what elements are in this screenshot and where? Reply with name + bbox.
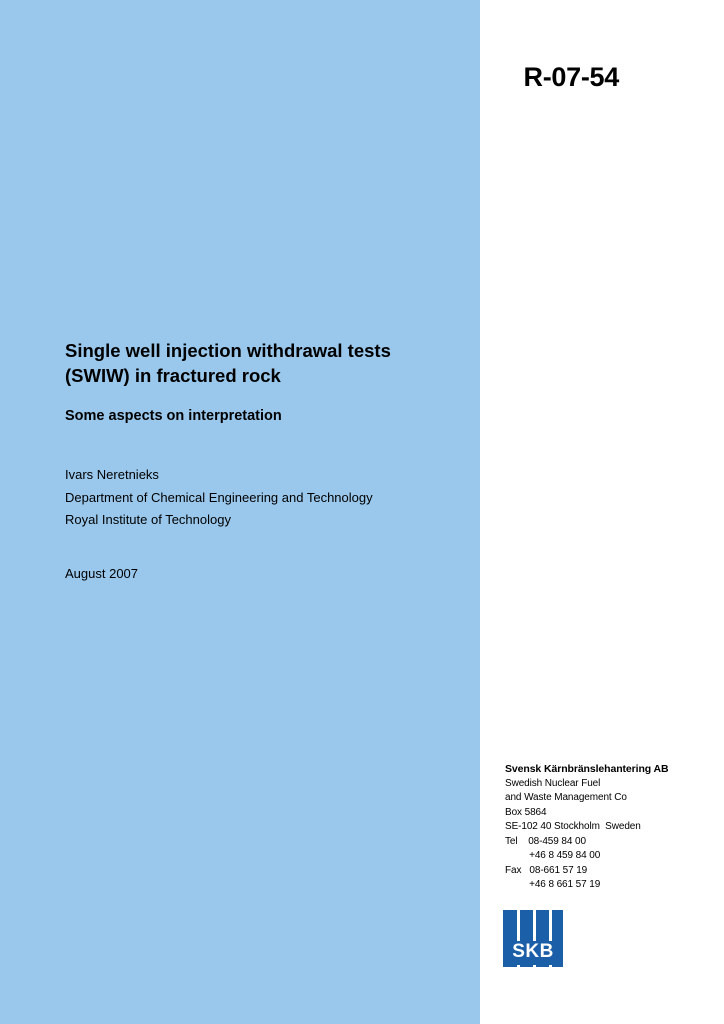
author-institution: Royal Institute of Technology xyxy=(65,512,231,527)
logo-text: SKB xyxy=(512,941,554,962)
publisher-line: Box 5864 xyxy=(505,806,547,818)
report-number: R-07-54 xyxy=(523,62,619,92)
publisher-block xyxy=(505,762,715,893)
publisher-fax-intl: +46 8 661 57 19 xyxy=(505,879,601,890)
publisher-fax: Fax 08-661 57 19 xyxy=(505,864,588,876)
publisher-phone: Tel 08-459 84 00 xyxy=(505,835,586,847)
author-name: Ivars Neretnieks xyxy=(65,467,159,482)
publisher-phone-intl: +46 8 459 84 00 xyxy=(505,850,601,861)
page-title: Single well injection withdrawal tests (SWIW) in fractured rock xyxy=(65,340,391,386)
author-department: Department of Chemical Engineering and Technology xyxy=(65,489,373,505)
skb-logo xyxy=(503,910,563,967)
author-block xyxy=(65,464,465,532)
publisher-line: Swedish Nuclear Fuel xyxy=(505,777,601,789)
title-block xyxy=(65,338,455,426)
publication-date: August 2007 xyxy=(65,566,139,581)
publisher-name: Svensk Kärnbränslehantering AB xyxy=(505,763,669,775)
page-subtitle: Some aspects on interpretation xyxy=(65,408,282,424)
publisher-line: SE-102 40 Stockholm Sweden xyxy=(505,821,641,832)
publisher-line: and Waste Management Co xyxy=(505,792,627,803)
